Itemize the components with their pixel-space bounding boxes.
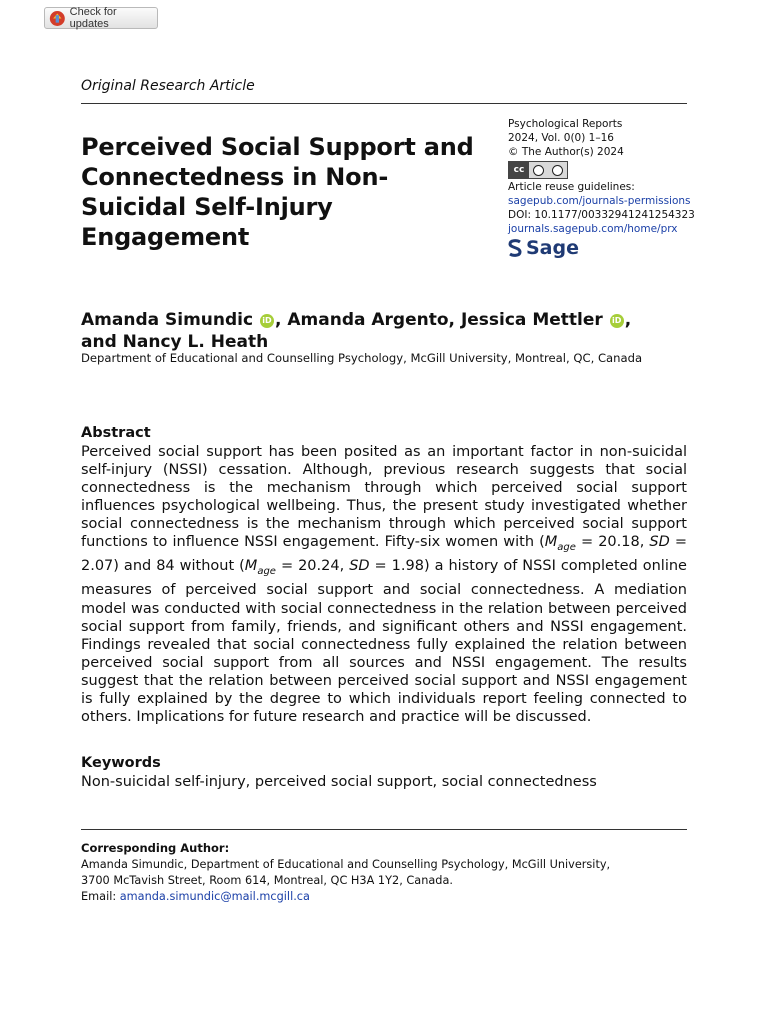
cc-nc-icon [552,165,563,176]
sage-s-icon [508,239,522,257]
corresponding-author-heading: Corresponding Author: [81,841,230,855]
email-link[interactable]: amanda.simundic@mail.mcgill.ca [119,890,310,903]
author-name[interactable]: Jessica Mettler [460,310,603,330]
check-for-updates-button[interactable] [44,7,158,29]
reuse-label: Article reuse guidelines: [508,181,635,193]
author-name[interactable]: Amanda Argento [287,310,449,330]
author-name[interactable]: Amanda Simundic [81,310,254,330]
keywords-text: Non-suicidal self-injury, perceived social support, social connectedness [81,774,597,790]
doi: DOI: 10.1177/00332941241254323 [508,209,695,221]
journal-meta [508,117,708,257]
journal-home-link[interactable]: journals.sagepub.com/home/prx [508,223,678,235]
author-list: Amanda Simundic iD , Amanda Argento, Jessica Mettler iD , and Nancy L. Heath [81,310,632,352]
corresponding-author-details: Amanda Simundic, Department of Educational and Counselling Psychology, McGill University, 3700 McTavish Street, Room 614, Montreal, QC H3A 1Y2, Canada. Email: amanda.simundic@mail.mcgill.ca [81,858,611,903]
article-type: Original Research Article [81,78,255,94]
copyright: © The Author(s) 2024 [508,146,624,158]
keywords-heading: Keywords [81,755,161,771]
cc-by-icon [533,165,544,176]
crossmark-icon [49,10,66,27]
affiliation: Department of Educational and Counselling Psychology, McGill University, Montreal, QC, Canada [81,351,643,365]
journal-volume: 2024, Vol. 0(0) 1–16 [508,132,614,144]
article-title: Perceived Social Support and Connectedness in Non-Suicidal Self-Injury Engagement [81,133,474,251]
abstract-heading: Abstract [81,425,151,441]
abstract-text: Perceived social support has been posited as an important factor in non-suicidal self-injury (NSSI) cessation. Although, previous research suggests that social connectedness is the mechanism through which perceived social support influences psychological wellbeing. Thus, the present study investigated whether social connectedness is the mechanism through which perceived social support functions to influence NSSI engagement. Fifty-six women with ($M_{age} = 20.18$, SD = 2.07) and 84 without ($M_{age} = 20.24$, SD = 1.98) a history of NSSI completed online measures of perceived social support and social connectedness. A mediation model was conducted with social connectedness in the relation between perceived social support from family, friends, and significant others and NSSI engagement. Findings revealed that social connectedness fully explained the relation between perceived social support from all sources and NSSI engagement. The results suggest that the relation between perceived social support and NSSI engagement is fully explained by the degree to which individuals report feeling connected to others. Implications for future research and practice will be discussed. [81,444,687,726]
sage-logo: Sage [508,239,708,257]
journal-name: Psychological Reports [508,118,623,130]
check-for-updates-label: Check for updates [69,6,117,30]
header-divider [81,103,687,104]
author-name[interactable]: Nancy L. Heath [122,332,269,352]
orcid-icon[interactable]: iD [260,314,274,328]
orcid-icon[interactable]: iD [610,314,624,328]
footer-divider [81,829,687,830]
cc-license-badge-icon[interactable]: cc [508,161,568,179]
reuse-link[interactable]: sagepub.com/journals-permissions [508,195,691,207]
